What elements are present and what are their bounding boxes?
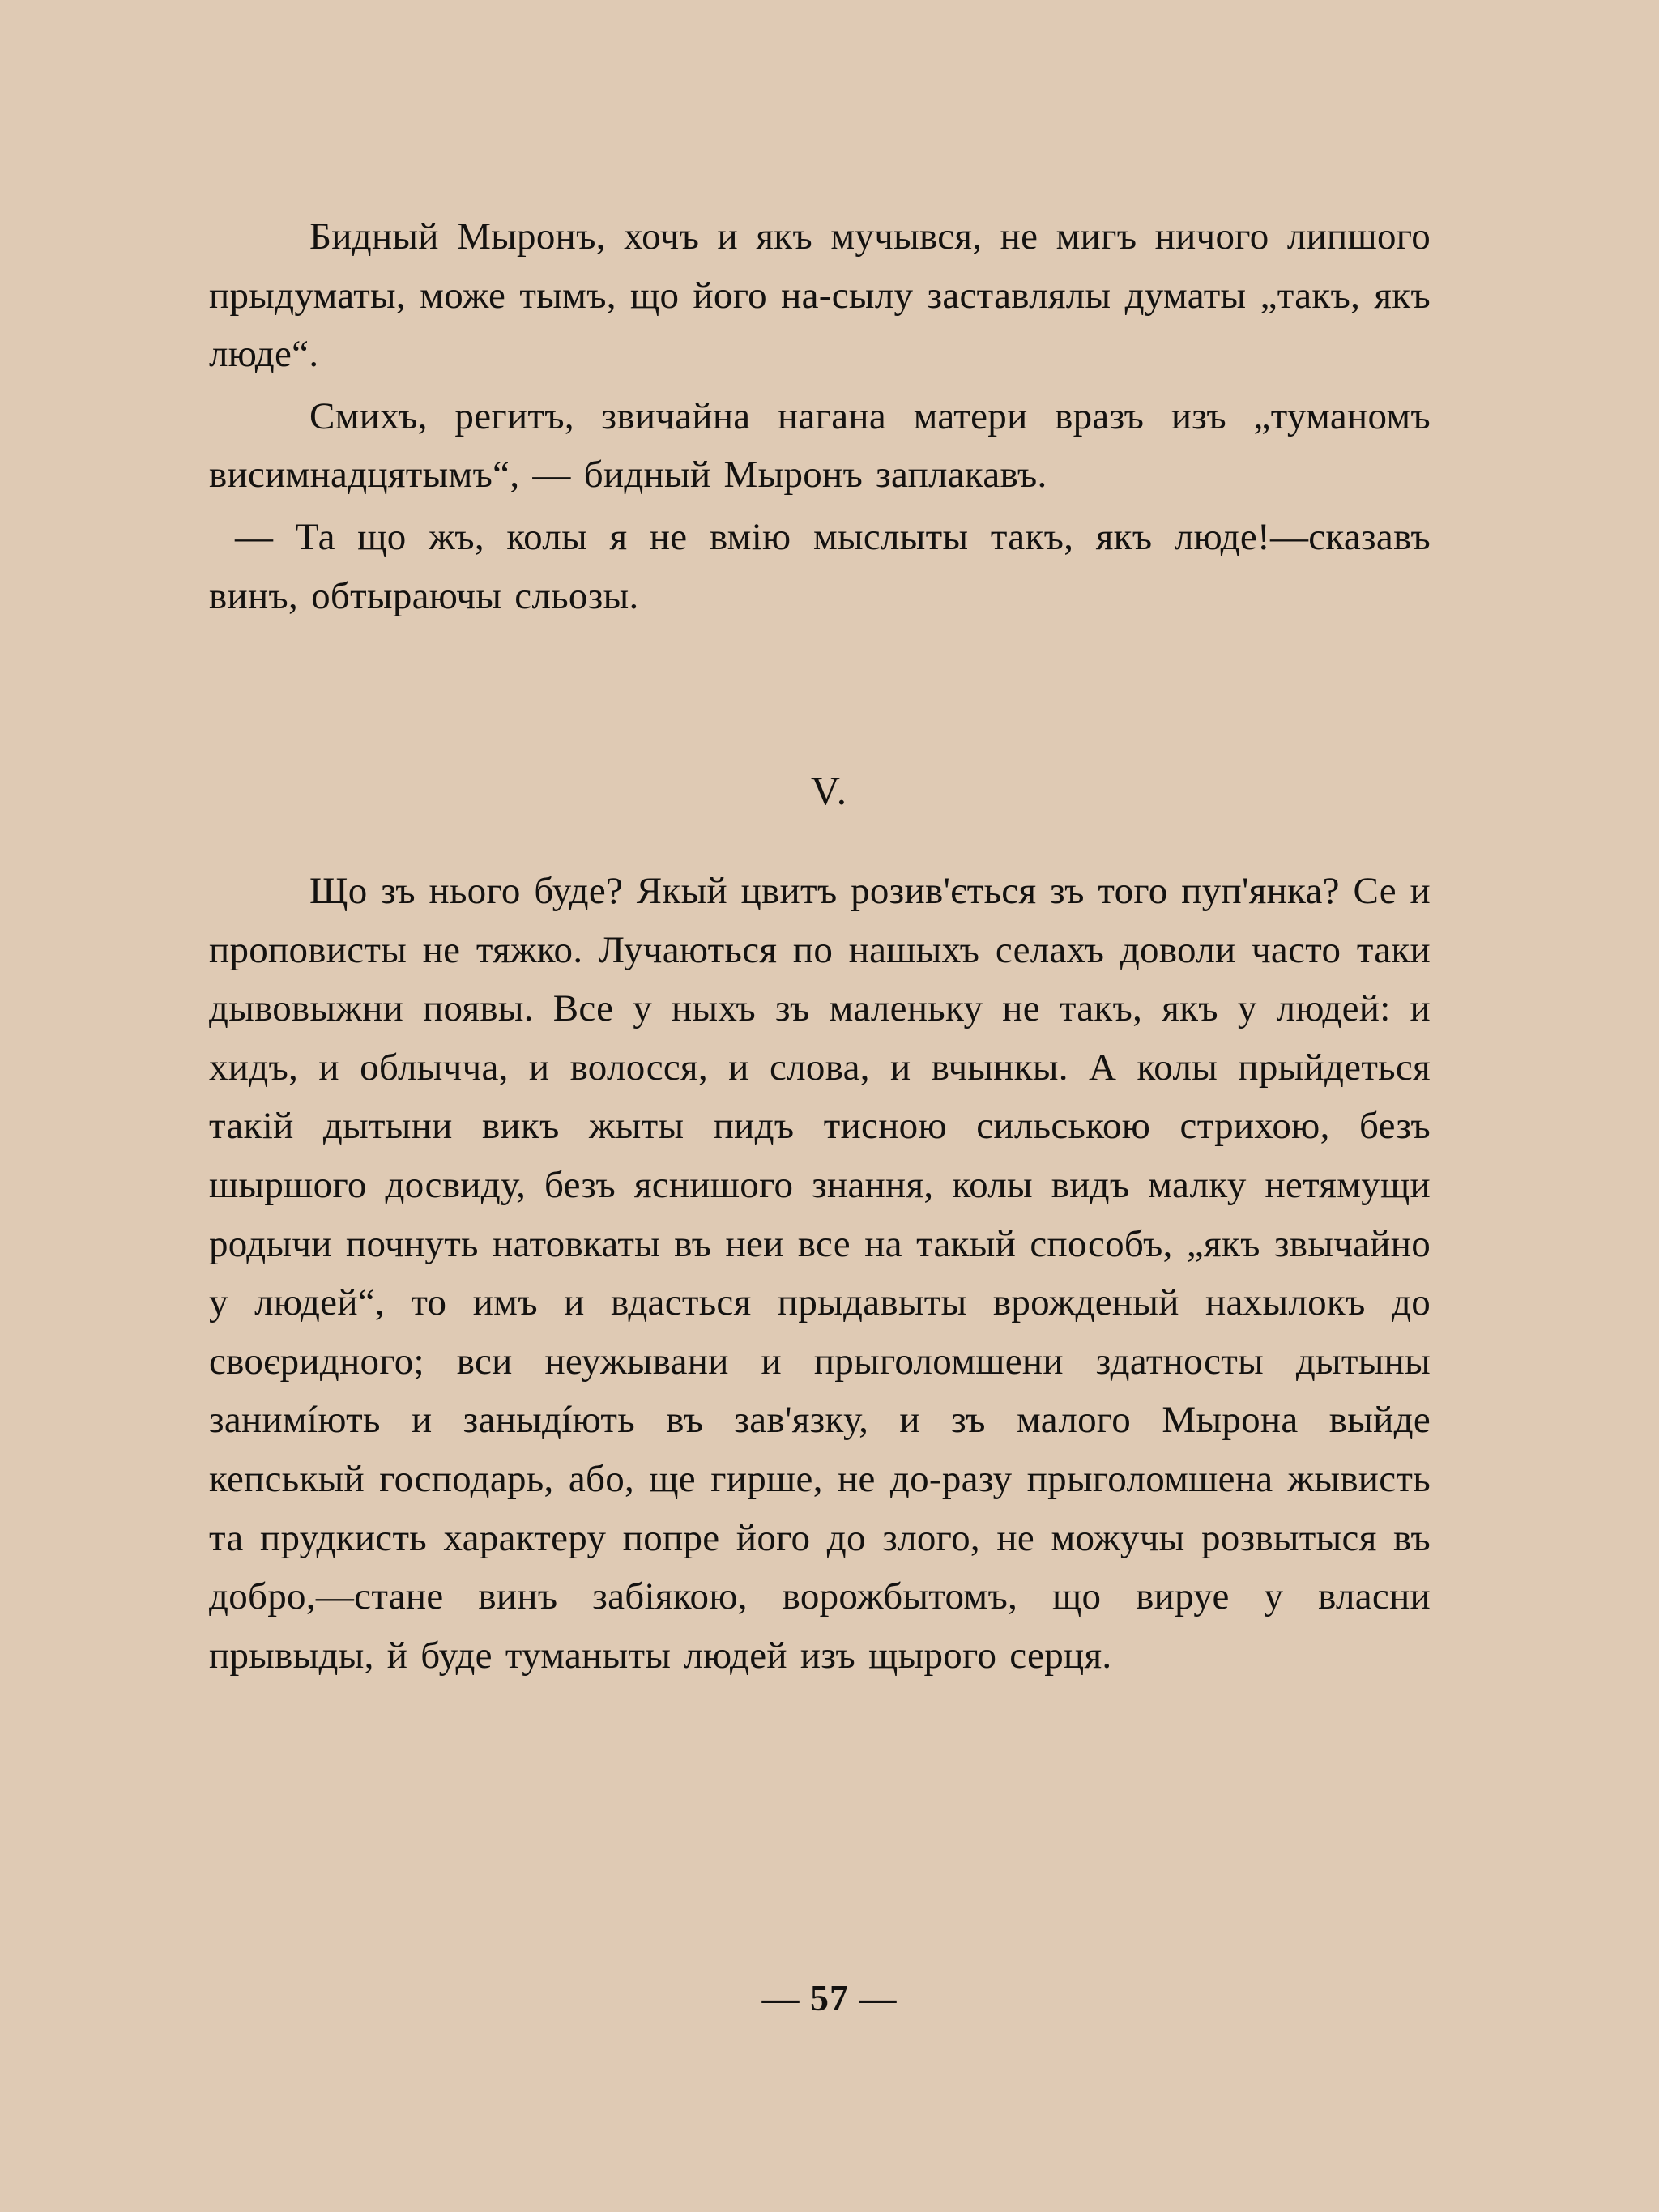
paragraph-dialogue: — Та що жъ, колы я не вмію мыслыты такъ, якъ люде!—сказавъ винъ, обтыраючы сльозы. xyxy=(209,515,1431,617)
text-block-bottom xyxy=(209,862,1431,1685)
section-heading: V. xyxy=(810,768,849,813)
page-number: — 57 — xyxy=(761,1977,898,2018)
paragraph: Бидный Мыронъ, хочъ и якъ мучывся, не мигъ ничого липшого прыдуматы, може тымъ, що його на-сылу заставлялы думаты „такъ, якъ люде“. xyxy=(209,215,1431,376)
text-block-top xyxy=(209,207,1431,625)
paragraph: Що зъ нього буде? Якый цвитъ розив'ється зъ того пуп'янка? Се и проповисты не тяжко. Лучаються по нашыхъ селахъ доволи часто таки дывовыжни появы. Все у ныхъ зъ маленьку не такъ, якъ у людей: и хидъ, и облычча, и волосся, и слова, и вчынкы. А колы прыйдеться такій дытыни викъ жыты пидъ тисною сильською стрихою, безъ шыршого досвиду, безъ яснишого знання, колы видъ малку нетямущи родычи почнуть натовкаты въ неи все на такый способъ, „якъ звычайно у людей“, то имъ и вдасться прыдавыты врожденый нахылокъ до своєридного; вси неужывани и прыголомшени здатносты дытыны занимíють и заныдíють въ зав'язку, и зъ малого Мырона выйде кепськый господарь, або, ще гирше, не до-разу прыголомшена жывисть та прудкисть характеру попре його до злого, не можучы розвытыся въ добро,—стане винъ забіякою, ворожбытомъ, що вируе у власни прывыды, й буде туманыты людей изъ щырого серця. xyxy=(209,870,1431,1677)
paragraph: Смихъ, регитъ, звичайна нагана матери вразъ изъ „туманомъ висимнадцятымъ“, — бидный Мыронъ заплакавъ. xyxy=(209,394,1431,497)
